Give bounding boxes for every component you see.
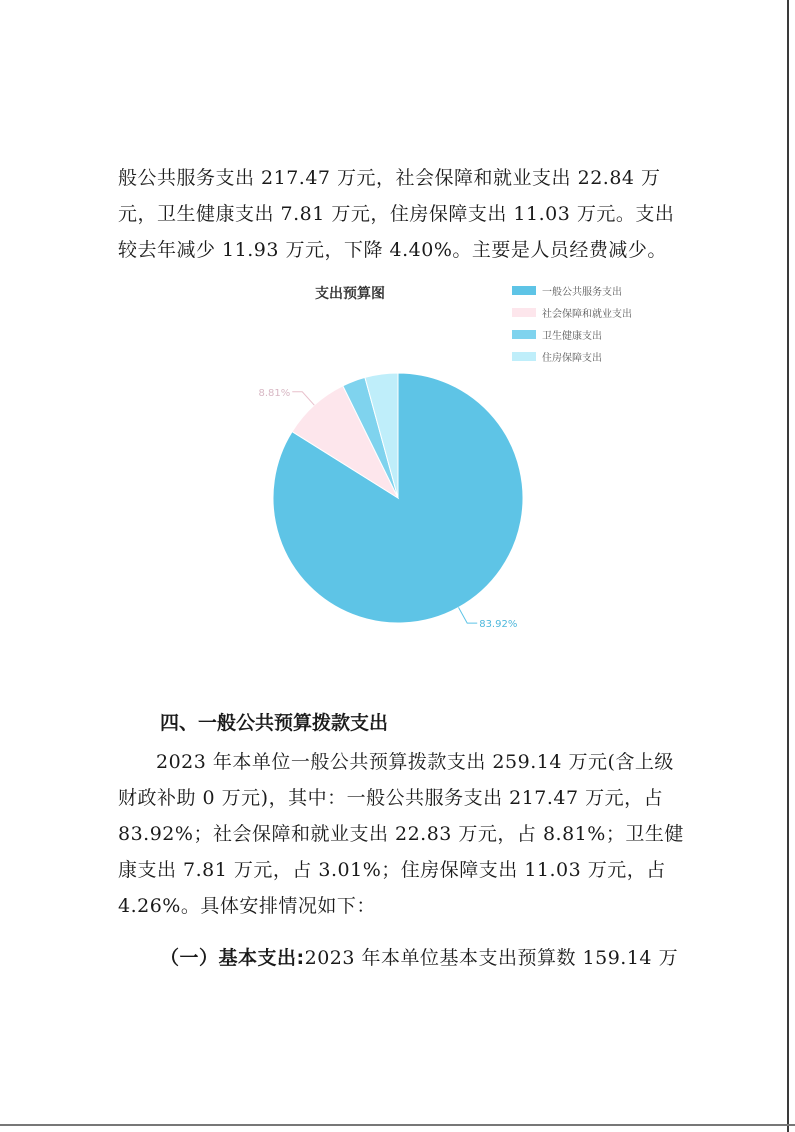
legend-label-4: 住房保障支出 <box>542 353 602 364</box>
pie-data-label-2: 8.81% <box>258 387 291 399</box>
basic-expenditure-label: （一）基本支出: <box>160 947 305 969</box>
scan-edge-bottom <box>0 1124 795 1126</box>
section-heading-4: 四、一般公共预算拨款支出 <box>160 712 389 734</box>
chart-title: 支出预算图 <box>315 286 385 302</box>
pie-leader-line-2 <box>292 392 314 405</box>
legend-swatch-2 <box>512 308 536 317</box>
legend-swatch-1 <box>512 286 536 295</box>
paragraph-expenditure-summary: 般公共服务支出 217.47 万元，社会保障和就业支出 22.84 万元，卫生健康支出 7.81 万元，住房保障支出 11.03 万元。支出较去年减少 11.93 万元，下降 4.40%。主要是人员经费减少。 <box>118 167 675 261</box>
chart-legend <box>512 285 632 364</box>
scan-edge-right <box>787 0 789 1132</box>
expenditure-pie-chart <box>250 280 650 631</box>
pie-slices <box>273 373 523 623</box>
legend-swatch-4 <box>512 352 536 361</box>
legend-label-2: 社会保障和就业支出 <box>542 309 632 320</box>
legend-label-3: 卫生健康支出 <box>542 331 602 342</box>
pie-data-label-1: 83.92% <box>479 619 518 631</box>
legend-label-1: 一般公共服务支出 <box>542 287 622 298</box>
paragraph-basic-expenditure <box>160 940 700 976</box>
basic-expenditure-text: 2023 年本单位基本支出预算数 159.14 万 <box>304 947 679 969</box>
pie-leader-line-1 <box>458 607 477 623</box>
paragraph-general-budget: 2023 年本单位一般公共预算拨款支出 259.14 万元(含上级财政补助 0 万元)，其中：一般公共服务支出 217.47 万元，占 83.92%；社会保障和就业支出 22.83 万元，占 8.81%；卫生健康支出 7.81 万元，占 3.01%；住房保障支出 11.03 万元，占 4.26%。具体安排情况如下： <box>118 751 684 917</box>
legend-swatch-3 <box>512 330 536 339</box>
